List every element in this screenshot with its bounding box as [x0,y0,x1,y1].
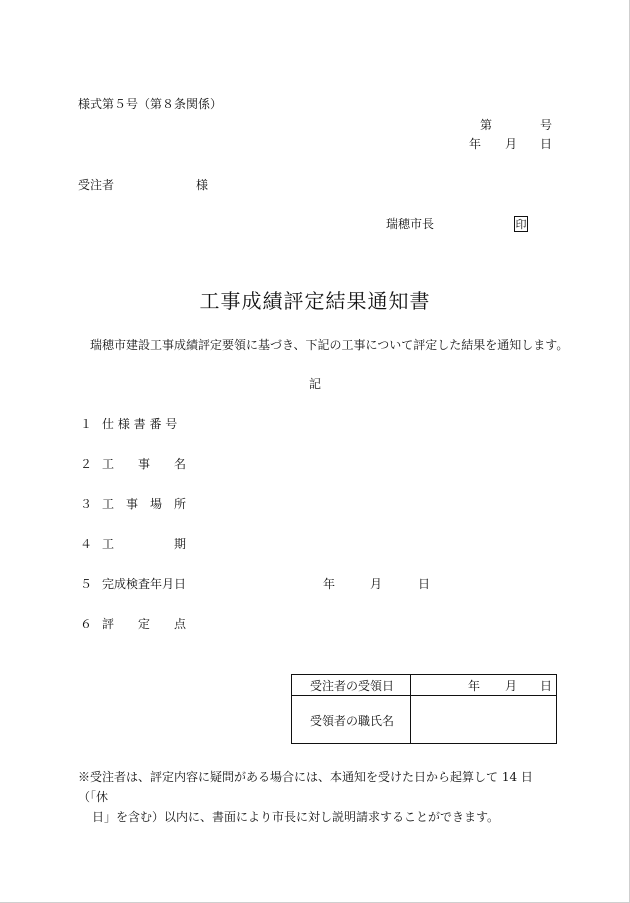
received-day: 日 [540,679,553,693]
footnote [78,767,558,827]
item-5-number: ５ [80,577,93,591]
item-1-label: 仕 様 書 番 号 [102,417,178,431]
item-3-label: 工 事 場 所 [102,497,187,511]
item-2-number: ２ [80,457,93,471]
item-6-label: 評 定 点 [102,617,187,631]
receipt-table [291,674,557,744]
recipient-honorific: 様 [196,178,209,192]
date-month: 月 [505,137,518,151]
item-5-label: 完成検査年月日 [102,577,187,591]
date-day: 日 [540,137,553,151]
receipt-divider [410,675,411,743]
form-label: 様式第５号（第８条関係） [78,97,223,111]
item-4-number: ４ [80,537,93,551]
ki-heading: 記 [309,377,322,391]
date-year: 年 [469,137,482,151]
intro-text: 瑞穂市建設工事成績評定要領に基づき、下記の工事について評定した結果を通知します。 [90,338,569,352]
number-prefix: 第 [480,118,493,132]
seal-mark: 印 [515,218,527,231]
footnote-line-1: ※受注者は、評定内容に疑問がある場合には、本通知を受けた日から起算して 14 日（「休 [78,770,533,804]
item-1-number: １ [80,417,93,431]
recipient-name-label: 受領者の職氏名 [310,714,395,728]
inspection-year: 年 [323,577,336,591]
item-4-label: 工 期 [102,537,187,551]
document-title: 工事成績評定結果通知書 [199,289,431,313]
inspection-month: 月 [370,577,383,591]
item-2-label: 工 事 名 [102,457,187,471]
recipient-label: 受注者 [78,178,115,192]
received-year: 年 [468,679,481,693]
received-month: 月 [505,679,518,693]
number-suffix: 号 [540,118,553,132]
item-3-number: ３ [80,497,93,511]
issuer-title: 瑞穂市長 [386,217,435,231]
item-6-number: ６ [80,617,93,631]
received-date-label: 受注者の受領日 [310,679,395,693]
inspection-day: 日 [418,577,431,591]
footnote-line-2: 日」を含む）以内に、書面により市長に対し説明請求することができます。 [92,810,500,824]
